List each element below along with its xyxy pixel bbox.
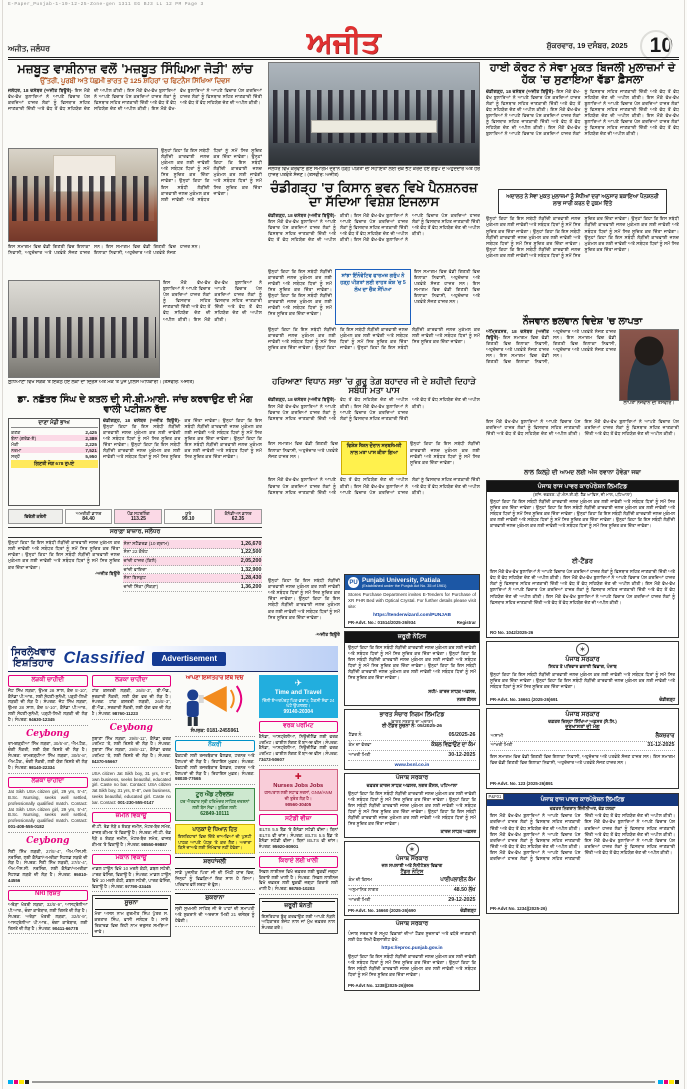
body-text: ਇਸ ਸਮਾਗਮ ਵਿਚ ਵੱਡੀ ਗਿਣਤੀ ਵਿਚ ਇਲਾਕਾ ਨਿਵਾਸੀ, ਅਹੁਦੇਦਾਰ ਅਤੇ ਪਤਵੰਤੇ ਸੱਜਣ ਹਾਜ਼ਰ ਸਨ। ਇਸ ਸਮਾਗਮ ਵਿਚ ਵੱਡੀ ਗਿਣਤੀ ਵਿਚ ਇਲਾਕਾ ਨਿਵਾਸੀ, ਅਹੁਦੇਦਾਰ ਅਤੇ ਪਤਵੰਤੇ ਸੱਜਣ ਹਾਜ਼ਰ ਸਨ। ਇਸ ਸਮਾਗਮ ਵਿਚ ਵੱਡੀ ਗਿਣਤੀ ਵਿਚ ਇਲਾਕਾ ਨਿਵਾਸੀ, ਅਹੁਦੇਦਾਰ ਅਤੇ ਪਤਵੰਤੇ ਸੱਜਣ ਹਾਜ਼ਰ ਸਨ। — [486, 328, 616, 365]
cmyk-marks-left — [8, 1080, 29, 1085]
govt-title: ਪੰਜਾਬ ਸਰਕਾਰ — [565, 656, 600, 664]
ad-category-header: ਲੜਕੀ ਚਾਹੀਦੀ — [8, 675, 88, 687]
court-order-inset-box: ਅਦਾਲਤ ਨੇ ਸੇਵਾ ਮੁਕਤ ਮੁਲਾਜ਼ਮਾਂ ਨੂੰ ਸੋਧੀਆਂ ਦਰਾਂ ਅਨੁਸਾਰ ਬਕਾਇਆ ਪੈਨਸ਼ਨਰੀ ਲਾਭ ਜਾਰੀ ਕਰਨ ਦੇ ਹੁਕਮ ਦਿੱਤੇ — [498, 189, 667, 215]
headline-pensioners: ਚੰਡੀਗੜ੍ਹ 'ਚ ਕਿਸਾਨ ਭਵਨ ਵਿਖੇ ਪੈਨਸ਼ਨਰਜ਼ ਦਾ ਸੱਦਿਆ ਵਿਸ਼ੇਸ਼ ਇਜਲਾਸ — [270, 181, 478, 211]
ad-category-header: ਲੜਕਾ ਚਾਹੀਦਾ — [8, 777, 88, 789]
tender-table — [487, 731, 678, 752]
office-line: ਦਫ਼ਤਰ ਨਿਗਰਾਨ ਇੰਜੀਨੀਅਰ, ਵੰਡ ਹਲਕਾ — [549, 805, 616, 811]
bsnl-subtitle: (ਭਾਰਤ ਸਰਕਾਰ ਦਾ ਅਦਾਰਾ) — [390, 719, 434, 725]
article-remainder — [268, 578, 340, 642]
classified-ad: ਲੜਕਾ ਚਾਹੀਦਾ ਟਾਂਕ ਕਸ਼ਤਰੀ ਲੜਕੀ, 26/5'-3", ਬੀ.ਐਡ., ਸਰਕਾਰੀ ਨੌਕਰੀ, ਲਈ ਯੋਗ ਵਰ ਦੀ ਲੋੜ ਹੈ। ਸੰਪਰਕ: ਟਾਂਕ ਕਸ਼ਤਰੀ ਲੜਕੀ, 26/5'-3", ਬੀ.ਐਡ., ਸਰਕਾਰੀ ਨੌਕਰੀ, ਲਈ ਯੋਗ ਵਰ ਦੀ ਲੋੜ ਹੈ। ਸੰਪਰਕ: 98760-11223 — [92, 675, 172, 720]
article-body — [8, 540, 120, 602]
phone-number: 73473-50607 — [258, 756, 285, 762]
phone-number: 98780-10203 — [288, 886, 315, 892]
ad-category-header: ਜ਼ਮੀਨ ਵਿਕਾਊ — [92, 812, 172, 824]
health-dept-notice — [486, 641, 679, 705]
ad-category-header: ਸੂਚਨਾ — [95, 898, 169, 910]
notice-body — [487, 497, 678, 557]
body-text: ਉਨ੍ਹਾਂ ਕਿਹਾ ਕਿ ਇਸ ਸਬੰਧੀ ਲੋੜੀਂਦੀ ਕਾਰਵਾਈ ਜਲਦ ਮੁਕੰਮਲ ਕਰ ਲਈ ਜਾਵੇਗੀ ਅਤੇ ਸਬੰਧਤ ਧਿਰਾਂ ਨੂੰ ਸਮੇਂ ਸਿਰ ਸੂਚਿਤ ਕਰ ਦਿੱਤਾ ਜਾਵੇਗਾ। ਉਨ੍ਹਾਂ ਕਿਹਾ ਕਿ ਇਸ ਸਬੰਧੀ ਲੋੜੀਂਦੀ ਕਾਰਵਾਈ ਜਲਦ ਮੁਕੰਮਲ ਕਰ ਲਈ ਜਾਵੇਗੀ ਅਤੇ ਸਬੰਧਤ ਧਿਰਾਂ ਨੂੰ ਸਮੇਂ ਸਿਰ ਸੂਚਿਤ ਕਰ ਦਿੱਤਾ ਜਾਵੇਗਾ। ਉਨ੍ਹਾਂ ਕਿਹਾ ਕਿ ਇਸ ਸਬੰਧੀ ਲੋੜੀਂਦੀ ਕਾਰਵਾਈ ਜਲਦ ਮੁਕੰਮਲ ਕਰ ਲਈ ਜਾਵੇਗੀ ਅਤੇ ਸਬੰਧਤ ਧਿਰਾਂ ਨੂੰ ਸਮੇਂ ਸਿਰ ਸੂਚਿਤ ਕਰ ਦਿੱਤਾ ਜਾਵੇਗਾ। ਉਨ੍ਹਾਂ ਕਿਹਾ ਕਿ ਇਸ ਸਬੰਧੀ ਲੋੜੀਂਦੀ ਕਾਰਵਾਈ ਜਲਦ ਮੁਕੰਮਲ ਕਰ ਲਈ ਜਾਵੇਗੀ ਅਤੇ ਸਬੰਧਤ ਧਿਰਾਂ ਨੂੰ ਸਮੇਂ ਸਿਰ ਸੂਚਿਤ ਕਰ ਦਿੱਤਾ ਜਾਵੇਗਾ। ਉਨ੍ਹਾਂ ਕਿਹਾ ਕਿ ਇਸ ਸਬੰਧੀ ਲੋੜੀਂਦੀ ਕਾਰਵਾਈ ਜਲਦ ਮੁਕੰਮਲ ਕਰ ਲਈ ਜਾਵੇਗੀ ਅਤੇ ਸਬੰਧਤ ਧਿਰਾਂ ਨੂੰ ਸਮੇਂ ਸਿਰ ਸੂਚਿਤ ਕਰ ਦਿੱਤਾ ਜਾਵੇਗਾ। — [486, 216, 679, 258]
body-text: ਉਨ੍ਹਾਂ ਕਿਹਾ ਕਿ ਇਸ ਸਬੰਧੀ ਲੋੜੀਂਦੀ ਕਾਰਵਾਈ ਜਲਦ ਮੁਕੰਮਲ ਕਰ ਲਈ ਜਾਵੇਗੀ ਅਤੇ ਸਬੰਧਤ ਧਿਰਾਂ ਨੂੰ ਸਮੇਂ ਸਿਰ ਸੂਚਿਤ ਕਰ ਦਿੱਤਾ ਜਾਵੇਗਾ। ਉਨ੍ਹਾਂ ਕਿਹਾ ਕਿ ਇਸ ਸਬੰਧੀ ਲੋੜੀਂਦੀ ਕਾਰਵਾਈ ਜਲਦ ਮੁਕੰਮਲ ਕਰ ਲਈ ਜਾਵੇਗੀ ਅਤੇ ਸਬੰਧਤ ਧਿਰਾਂ ਨੂੰ ਸਮੇਂ ਸਿਰ ਸੂਚਿਤ ਕਰ ਦਿੱਤਾ ਜਾਵੇਗਾ। ਉਨ੍ਹਾਂ ਕਿਹਾ ਕਿ ਇਸ ਸਬੰਧੀ ਲੋੜੀਂਦੀ ਕਾਰਵਾਈ ਜਲਦ ਮੁਕੰਮਲ ਕਰ ਲਈ ਜਾਵੇਗੀ ਅਤੇ ਸਬੰਧਤ ਧਿਰਾਂ ਨੂੰ ਸਮੇਂ ਸਿਰ ਸੂਚਿਤ ਕਰ ਦਿੱਤਾ ਜਾਵੇਗਾ। — [348, 790, 476, 826]
article-body — [410, 441, 480, 475]
headline-haryana-assembly: ਹਰਿਆਣਾ ਵਿਧਾਨ ਸਭਾ 'ਚ ਗੁਰੂ ਤੇਗ਼ ਬਹਾਦਰ ਜੀ ਦੇ ਸ਼ਹੀਦੀ ਦਿਹਾੜੇ ਸਬੰਧੀ ਮਤਾ ਪਾਸ — [272, 375, 476, 396]
phone-number: 94630-12345 — [28, 716, 55, 722]
headline-highcourt: ਹਾਈ ਕੋਰਟ ਨੇ ਸੇਵਾ ਮੁਕਤ ਬਿਜਲੀ ਮੁਲਾਜ਼ਮਾਂ ਦੇ ਹੱਕ 'ਚ ਸੁਣਾਇਆ ਵੱਡਾ ਫ਼ੈਸਲਾ — [489, 62, 676, 87]
body-text: ਇਸ ਮੌਕੇ ਵੱਖ-ਵੱਖ ਬੁਲਾਰਿਆਂ ਨੇ ਆਪਣੇ ਵਿਚਾਰ ਪੇਸ਼ ਕਰਦਿਆਂ ਹਾਜ਼ਰ ਲੋਕਾਂ ਨੂੰ ਵਿਸਥਾਰ ਸਹਿਤ ਜਾਣਕਾਰੀ ਦਿੱਤੀ ਅਤੇ ਵੱਧ ਤੋਂ ਵੱਧ ਸਹਿਯੋਗ ਦੇਣ ਦੀ ਅਪੀਲ ਕੀਤੀ। ਇਸ ਮੌਕੇ ਵੱਖ-ਵੱਖ ਬੁਲਾਰਿਆਂ ਨੇ ਆਪਣੇ ਵਿਚਾਰ ਪੇਸ਼ ਕਰਦਿਆਂ ਹਾਜ਼ਰ ਲੋਕਾਂ ਨੂੰ ਵਿਸਥਾਰ ਸਹਿਤ ਜਾਣਕਾਰੀ ਦਿੱਤੀ ਅਤੇ ਵੱਧ ਤੋਂ ਵੱਧ ਸਹਿਯੋਗ ਦੇਣ ਦੀ ਅਪੀਲ ਕੀਤੀ। ਇਸ ਮੌਕੇ ਵੱਖ-ਵੱਖ ਬੁਲਾਰਿਆਂ ਨੇ ਆਪਣੇ ਵਿਚਾਰ ਪੇਸ਼ ਕਰਦਿਆਂ ਹਾਜ਼ਰ ਲੋਕਾਂ ਨੂੰ ਵਿਸਥਾਰ ਸਹਿਤ ਜਾਣਕਾਰੀ ਦਿੱਤੀ ਅਤੇ ਵੱਧ ਤੋਂ ਵੱਧ ਸਹਿਯੋਗ ਦੇਣ ਦੀ ਅਪੀਲ ਕੀਤੀ। — [268, 212, 480, 243]
bullion-row: ਸੋਨਾ ਬਿਸਕੁਟ 1,28,430 — [123, 575, 262, 582]
currency-cell: ਕੈਨੇਡੀਅਨ ਡਾਲਰ 62.35 — [214, 509, 262, 524]
ad-category-header: ਨੌਕਰੀ — [175, 740, 255, 752]
classified-banner — [8, 646, 338, 672]
dateline: ਜਲੰਧਰ, 18 ਦਸੰਬਰ (ਅਜੀਤ ਬਿਊਰੋ)- — [8, 87, 73, 93]
classified-ad-promo — [175, 675, 255, 737]
photo-caption: ਲੁਧਿਆਣਾ ਵਿਖੇ ਸੜਕ 'ਤੇ ਇਕੱਠੇ ਹੋਏ ਲੋਕਾਂ ਦਾ ਦ੍ਰਿਸ਼ ਅਤੇ ਮੌਕੇ 'ਤੇ ਪੁੱਜੇ ਪੁਲਿਸ ਅਧਿਕਾਰੀ। (ਤਸਵੀਰ: ਅਜੀਤ) — [8, 379, 194, 385]
phone-number: 62849-10111 — [200, 810, 230, 817]
notice-heading: ਦਰਖਾਸਤਾਂ ਦੀ ਮੰਗ — [565, 724, 600, 731]
classified-banner-english: Classified — [63, 649, 145, 667]
phone-number: 98140-22334 — [28, 764, 55, 770]
pspcl-registered-office: (ਰਜਿ. ਦਫ਼ਤਰ: ਪੀ.ਐਸ.ਈ.ਬੀ. ਹੈੱਡ ਆਫਿਸ, ਦੀ ਮਾਲ, ਪਟਿਆਲਾ) — [533, 491, 632, 497]
tender-number-line: ਈ-ਟੈਂਡਰ ਸੂਚਨਾ ਨੰ: 05/2025-26 — [381, 724, 443, 730]
phone-number: 90560-30405 — [285, 801, 312, 807]
article-body — [163, 280, 262, 378]
ad-category-header: ਸ਼ਰਧਾਂਜਲੀ — [175, 857, 255, 869]
currency-cell: ਪੌਂਡ ਸਟਰਲਿੰਗ 113.25 — [114, 509, 162, 524]
advt-number: PR-Advt. No. 123 (2025-26)891 — [490, 781, 553, 787]
body-text: ਇਸ ਮੌਕੇ ਵੱਖ-ਵੱਖ ਬੁਲਾਰਿਆਂ ਨੇ ਆਪਣੇ ਵਿਚਾਰ ਪੇਸ਼ ਕਰਦਿਆਂ ਹਾਜ਼ਰ ਲੋਕਾਂ ਨੂੰ ਵਿਸਥਾਰ ਸਹਿਤ ਜਾਣਕਾਰੀ ਦਿੱਤੀ ਅਤੇ ਵੱਧ ਤੋਂ ਵੱਧ ਸਹਿਯੋਗ ਦੇਣ ਦੀ ਅਪੀਲ ਕੀਤੀ। ਇਸ ਮੌਕੇ ਵੱਖ-ਵੱਖ ਬੁਲਾਰਿਆਂ ਨੇ ਆਪਣੇ ਵਿਚਾਰ ਪੇਸ਼ ਕਰਦਿਆਂ ਹਾਜ਼ਰ ਲੋਕਾਂ ਨੂੰ ਵਿਸਥਾਰ ਸਹਿਤ ਜਾਣਕਾਰੀ ਦਿੱਤੀ ਅਤੇ ਵੱਧ ਤੋਂ ਵੱਧ ਸਹਿਯੋਗ ਦੇਣ ਦੀ ਅਪੀਲ ਕੀਤੀ। — [268, 477, 480, 495]
tender-row: ਅਸਾਮੀ ਲੈਕਚਰਾਰ — [490, 732, 675, 742]
article-body — [486, 216, 679, 314]
body-text: ਇਸ ਮੌਕੇ ਵੱਖ-ਵੱਖ ਬੁਲਾਰਿਆਂ ਨੇ ਆਪਣੇ ਵਿਚਾਰ ਪੇਸ਼ ਕਰਦਿਆਂ ਹਾਜ਼ਰ ਲੋਕਾਂ ਨੂੰ ਵਿਸਥਾਰ ਸਹਿਤ ਜਾਣਕਾਰੀ ਦਿੱਤੀ ਅਤੇ ਵੱਧ ਤੋਂ ਵੱਧ ਸਹਿਯੋਗ ਦੇਣ ਦੀ ਅਪੀਲ ਕੀਤੀ। ਇਸ ਮੌਕੇ ਵੱਖ-ਵੱਖ ਬੁਲਾਰਿਆਂ ਨੇ ਆਪਣੇ ਵਿਚਾਰ ਪੇਸ਼ ਕਰਦਿਆਂ ਹਾਜ਼ਰ ਲੋਕਾਂ ਨੂੰ ਵਿਸਥਾਰ ਸਹਿਤ ਜਾਣਕਾਰੀ ਦਿੱਤੀ ਅਤੇ ਵੱਧ ਤੋਂ ਵੱਧ ਸਹਿਯੋਗ ਦੇਣ ਦੀ ਅਪੀਲ ਕੀਤੀ। — [163, 279, 262, 322]
advt-number: PR-Advt. No.: 01514/2025-26/934 — [348, 620, 416, 626]
tender-row: ਆਖਰੀ ਮਿਤੀ 31-12-2025 — [490, 742, 675, 752]
bullion-row: ਸੋਨਾ 22 ਕੈਰੇਟ 1,22,500 — [123, 549, 262, 556]
event-photo — [8, 148, 158, 242]
phone-number: 98030-77665 — [175, 776, 201, 782]
promo-header: ਆਪਣਾ ਇਸ਼ਤਿਹਾਰ ਇੱਥੇ ਦਿਓ — [185, 675, 244, 681]
university-header — [345, 575, 479, 590]
right-column — [486, 62, 679, 1075]
notice-header: ਜ਼ਰੂਰੀ ਨੋਟਿਸ — [345, 632, 479, 643]
advt-number: PR-Advt. No. 16660 (2025-26)690 — [348, 907, 416, 913]
byline: -ਅਜੀਤ ਬਿਊਰੋ — [315, 632, 340, 637]
notice-body — [487, 811, 678, 905]
article-body — [268, 397, 480, 439]
subheadline-fitness: ਉੱਤਰੀ, ਪੂਰਬੀ ਅਤੇ ਪੱਛਮੀ ਭਾਰਤ ਦੇ 125 ਸ਼ਹਿਰਾਂ 'ਚ ਫਿਟਨੈਸ ਸਿੱਖਿਆ ਦਿਵਸ — [40, 77, 230, 85]
dateline: ਚੰਡੀਗੜ੍ਹ, 18 ਦਸੰਬਰ (ਅਜੀਤ ਬਿਊਰੋ)- — [486, 88, 555, 94]
classified-ad: USA citizen Jat Sikh boy, 31 yrs, 5'-8", own business, seeks beautiful, educated girl. Caste no bar. Contact: USA citizen Jat Sikh boy, 31 yrs, 5'-8", own business, seeks beautiful, educated girl. Caste no bar. Contact: 001-230-555-0147 — [92, 771, 172, 809]
bsnl-title: ਭਾਰਤ ਸੰਚਾਰ ਨਿਗਮ ਲਿਮਟਿਡ — [379, 711, 445, 718]
ad-title: ਪਾਠਕਾਂ ਦੇ ਧਿਆਨ ਹਿਤ — [192, 826, 238, 833]
phone-number: 97790-33445 — [125, 883, 151, 889]
notice-body — [487, 752, 678, 780]
state-emblem-icon: ✶ — [576, 643, 589, 656]
classified-section — [8, 646, 338, 1075]
university-logo: PU — [348, 577, 359, 588]
tender-table — [345, 875, 479, 906]
ad-title: Time and Travel — [274, 689, 322, 697]
education-dept-notice — [486, 708, 679, 789]
govt-dept-line: ਸਿਹਤ ਤੇ ਪਰਿਵਾਰ ਭਲਾਈ ਵਿਭਾਗ, ਪੰਜਾਬ — [548, 664, 617, 670]
classified-ad: Ceybong ਲੁਬਾਣਾ ਸਿੱਖ ਲੜਕਾ, 29/5'-11", ਕੈਨੇਡਾ ਵਰਕ ਪਰਮਿਟ 'ਤੇ, ਲਈ ਰਿਸ਼ਤੇ ਦੀ ਲੋੜ ਹੈ। ਸੰਪਰਕ: ਲੁਬਾਣਾ ਸਿੱਖ ਲੜਕਾ, 29/5'-11", ਕੈਨੇਡਾ ਵਰਕ ਪਰਮਿਟ 'ਤੇ, ਲਈ ਰਿਸ਼ਤੇ ਦੀ ਲੋੜ ਹੈ। ਸੰਪਰਕ: 84370-55667 — [92, 723, 172, 768]
classified-banner-advertisement: Advertisement — [152, 652, 226, 666]
color-registration-marks — [8, 1079, 679, 1085]
article-body — [486, 329, 616, 419]
signatory: ਕਾਰਜ ਸਾਧਕ ਅਫ਼ਸਰ — [440, 828, 476, 834]
phone-number: 95920-80901 — [272, 844, 299, 850]
bold-note-line: ਲਾਲ ਕਿਲ੍ਹੇ ਦੀ ਆਮਦ ਲਈ ਅੱਜ ਰਵਾਨਾ ਹੋਵੇਗਾ ਜਥਾ — [524, 468, 641, 476]
body-text: ਇਸ ਸਮਾਗਮ ਵਿਚ ਵੱਡੀ ਗਿਣਤੀ ਵਿਚ ਇਲਾਕਾ ਨਿਵਾਸੀ, ਅਹੁਦੇਦਾਰ ਅਤੇ ਪਤਵੰਤੇ ਸੱਜਣ ਹਾਜ਼ਰ ਸਨ। ਇਸ ਸਮਾਗਮ ਵਿਚ ਵੱਡੀ ਗਿਣਤੀ ਵਿਚ ਇਲਾਕਾ ਨਿਵਾਸੀ, ਅਹੁਦੇਦਾਰ ਅਤੇ ਪਤਵੰਤੇ ਸੱਜਣ ਹਾਜ਼ਰ ਸਨ। — [490, 754, 675, 766]
ad-title: Nurses Jobs Jobs — [273, 782, 324, 789]
ad-category-header: ਸ਼ੁਕਰਾਨਾ — [175, 893, 255, 905]
rates-row: ਝੋਨਾ (ਗਰੇਡ-ਏ) 2,389 — [11, 435, 97, 441]
ad-title: ਟੂਰ ਐਂਡ ਟਰੈਵਲਜ਼ — [195, 791, 234, 798]
phone-number: 98550-99887 — [141, 841, 168, 847]
dateline: ਚੰਡੀਗੜ੍ਹ, 18 ਦਸੰਬਰ (ਅਜੀਤ ਬਿਊਰੋ)- — [268, 397, 336, 403]
headline-missing-youth: ਨੌਜਵਾਨ ਭਲਵਾਨ ਵਿਦੇਸ਼ 'ਚ ਲਾਪਤਾ — [522, 316, 643, 328]
page-edge-line — [2, 0, 3, 1089]
govt-office-line: ਦਫ਼ਤਰ ਕਾਰਜ ਸਾਧਕ ਅਫ਼ਸਰ, ਨਗਰ ਕੌਂਸਲ, ਪਟਿਆਲਾ — [366, 782, 458, 788]
classified-ad: ਕਿਰਾਏ ਲਈ ਖਾਲੀ ਸਿਵਲ ਲਾਈਨਜ਼ ਵਿਖੇ ਦਫ਼ਤਰ ਲਈ ਢੁਕਵੀਂ ਜਗ੍ਹਾ ਕਿਰਾਏ ਲਈ ਖਾਲੀ ਹੈ। ਸੰਪਰਕ: ਸਿਵਲ ਲਾਈਨਜ਼ ਵਿਖੇ ਦਫ਼ਤਰ ਲਈ ਢੁਕਵੀਂ ਜਗ੍ਹਾ ਕਿਰਾਏ ਲਈ ਖਾਲੀ ਹੈ। ਸੰਪਰਕ: 98780-10203 — [259, 856, 339, 895]
place-label: ਚੰਡੀਗੜ੍ਹ — [460, 907, 476, 913]
body-text: ਉਨ੍ਹਾਂ ਕਿਹਾ ਕਿ ਇਸ ਸਬੰਧੀ ਲੋੜੀਂਦੀ ਕਾਰਵਾਈ ਜਲਦ ਮੁਕੰਮਲ ਕਰ ਲਈ ਜਾਵੇਗੀ ਅਤੇ ਸਬੰਧਤ ਧਿਰਾਂ ਨੂੰ ਸਮੇਂ ਸਿਰ ਸੂਚਿਤ ਕਰ ਦਿੱਤਾ ਜਾਵੇਗਾ। ਉਨ੍ਹਾਂ ਕਿਹਾ ਕਿ ਇਸ ਸਬੰਧੀ ਲੋੜੀਂਦੀ ਕਾਰਵਾਈ ਜਲਦ ਮੁਕੰਮਲ ਕਰ ਲਈ ਜਾਵੇਗੀ ਅਤੇ ਸਬੰਧਤ ਧਿਰਾਂ ਨੂੰ ਸਮੇਂ ਸਿਰ ਸੂਚਿਤ ਕਰ ਦਿੱਤਾ ਜਾਵੇਗਾ। — [268, 578, 340, 620]
article-body — [486, 89, 679, 187]
rates-row: ਕਣਕ 2,425 — [11, 429, 97, 435]
body-text: ਇਸ ਸਮਾਗਮ ਵਿਚ ਵੱਡੀ ਗਿਣਤੀ ਵਿਚ ਇਲਾਕਾ ਨਿਵਾਸੀ, ਅਹੁਦੇਦਾਰ ਅਤੇ ਪਤਵੰਤੇ ਸੱਜਣ ਹਾਜ਼ਰ ਸਨ। ਇਸ ਸਮਾਗਮ ਵਿਚ ਵੱਡੀ ਗਿਣਤੀ ਵਿਚ ਇਲਾਕਾ ਨਿਵਾਸੀ, ਅਹੁਦੇਦਾਰ ਅਤੇ ਪਤਵੰਤੇ ਸੱਜਣ ਹਾਜ਼ਰ ਸਨ। — [8, 243, 201, 255]
plane-icon: ✈ — [294, 677, 303, 688]
classified-ad: ਸਟੱਡੀ ਵੀਜ਼ਾ IELTS 5.5 ਬੈਂਡ 'ਤੇ ਕੈਨੇਡਾ ਸਟੱਡੀ ਵੀਜ਼ਾ। ਬਿਨਾਂ IELTS ਵੀ ਚਾਂਸ। ਸੰਪਰਕ: IELTS 5.5 ਬੈਂਡ 'ਤੇ ਕੈਨੇਡਾ ਸਟੱਡੀ ਵੀਜ਼ਾ। ਬਿਨਾਂ IELTS ਵੀ ਚਾਂਸ। ਸੰਪਰਕ: 95920-80901 — [259, 814, 339, 853]
classified-column — [175, 675, 255, 1071]
water-supply-tender-notice — [344, 841, 480, 916]
dateline: ਅੰਮ੍ਰਿਤਸਰ, 18 ਦਸੰਬਰ (ਅਜੀਤ ਬਿਊਰੋ)- — [486, 328, 549, 340]
page-edge-line — [684, 0, 685, 1089]
rates-row: ਮੱਕੀ 2,225 — [11, 441, 97, 447]
headline-launch-article: ਮਜ਼ਬੂਤ ਵਾਸ਼ੀਨਾਜ਼ ਵਲੋਂ 'ਮਜ਼ਬੂਤ ਸਿੰਘਿਆ ਜੋੜੀ' ਲਾਂਚ — [17, 62, 253, 76]
tender-row: ਆਖਰੀ ਮਿਤੀ 29-12-2025 — [348, 896, 476, 906]
body-text: ਉਨ੍ਹਾਂ ਕਿਹਾ ਕਿ ਇਸ ਸਬੰਧੀ ਲੋੜੀਂਦੀ ਕਾਰਵਾਈ ਜਲਦ ਮੁਕੰਮਲ ਕਰ ਲਈ ਜਾਵੇਗੀ ਅਤੇ ਸਬੰਧਤ ਧਿਰਾਂ ਨੂੰ ਸਮੇਂ ਸਿਰ ਸੂਚਿਤ ਕਰ ਦਿੱਤਾ ਜਾਵੇਗਾ। ਉਨ੍ਹਾਂ ਕਿਹਾ ਕਿ ਇਸ ਸਬੰਧੀ ਲੋੜੀਂਦੀ ਕਾਰਵਾਈ ਜਲਦ ਮੁਕੰਮਲ ਕਰ ਲਈ ਜਾਵੇਗੀ ਅਤੇ ਸਬੰਧਤ ਧਿਰਾਂ ਨੂੰ ਸਮੇਂ ਸਿਰ ਸੂਚਿਤ ਕਰ ਦਿੱਤਾ ਜਾਵੇਗਾ। — [8, 540, 120, 570]
eproc-notice — [344, 919, 480, 991]
body-text: ਉਨ੍ਹਾਂ ਕਿਹਾ ਕਿ ਇਸ ਸਬੰਧੀ ਲੋੜੀਂਦੀ ਕਾਰਵਾਈ ਜਲਦ ਮੁਕੰਮਲ ਕਰ ਲਈ ਜਾਵੇਗੀ ਅਤੇ ਸਬੰਧਤ ਧਿਰਾਂ ਨੂੰ ਸਮੇਂ ਸਿਰ ਸੂਚਿਤ ਕਰ ਦਿੱਤਾ ਜਾਵੇਗਾ। ਉਨ੍ਹਾਂ ਕਿਹਾ ਕਿ ਇਸ ਸਬੰਧੀ ਲੋੜੀਂਦੀ ਕਾਰਵਾਈ ਜਲਦ ਮੁਕੰਮਲ ਕਰ ਲਈ ਜਾਵੇਗੀ ਅਤੇ ਸਬੰਧਤ ਧਿਰਾਂ ਨੂੰ ਸਮੇਂ ਸਿਰ ਸੂਚਿਤ ਕਰ ਦਿੱਤਾ ਜਾਵੇਗਾ। — [490, 672, 675, 690]
body-text: ਉਨ੍ਹਾਂ ਕਿਹਾ ਕਿ ਇਸ ਸਬੰਧੀ ਲੋੜੀਂਦੀ ਕਾਰਵਾਈ ਜਲਦ ਮੁਕੰਮਲ ਕਰ ਲਈ ਜਾਵੇਗੀ ਅਤੇ ਸਬੰਧਤ ਧਿਰਾਂ ਨੂੰ ਸਮੇਂ ਸਿਰ ਸੂਚਿਤ ਕਰ ਦਿੱਤਾ ਜਾਵੇਗਾ। ਉਨ੍ਹਾਂ ਕਿਹਾ ਕਿ ਇਸ ਸਬੰਧੀ ਲੋੜੀਂਦੀ ਕਾਰਵਾਈ ਜਲਦ ਮੁਕੰਮਲ ਕਰ ਲਈ ਜਾਵੇਗੀ ਅਤੇ ਸਬੰਧਤ ਧਿਰਾਂ ਨੂੰ ਸਮੇਂ ਸਿਰ ਸੂਚਿਤ ਕਰ ਦਿੱਤਾ ਜਾਵੇਗਾ। — [268, 268, 332, 317]
resolution-highlight-box: ਵਿਸ਼ੇਸ਼ ਸੈਸ਼ਨ ਦੌਰਾਨ ਸਰਬਸੰਮਤੀ ਨਾਲ ਮਤਾ ਪਾਸ ਕੀਤਾ ਗਿਆ — [341, 441, 407, 475]
notice-body: Stores Purchase Department invites E-Tenders for Purchase of XR PHR Bed with Optical Crystal. For further details please visit site: — [348, 592, 476, 610]
dateline: ਚੰਡੀਗੜ੍ਹ, 18 ਦਸੰਬਰ (ਅਜੀਤ ਬਿਊਰੋ)- — [103, 417, 181, 423]
classified-ad: ਨੌਕਰੀ ਫੈਕਟਰੀ ਲਈ ਤਜਰਬੇਕਾਰ ਵੈਲਡਰ, ਟਰਨਰ ਅਤੇ ਹੈਲਪਰਾਂ ਦੀ ਲੋੜ ਹੈ। ਰਿਹਾਇਸ਼ ਮੁਫ਼ਤ। ਸੰਪਰਕ: ਫੈਕਟਰੀ ਲਈ ਤਜਰਬੇਕਾਰ ਵੈਲਡਰ, ਟਰਨਰ ਅਤੇ ਹੈਲਪਰਾਂ ਦੀ ਲੋੜ ਹੈ। ਰਿਹਾਇਸ਼ ਮੁਫ਼ਤ। ਸੰਪਰਕ: 98030-77665 — [175, 740, 255, 785]
notices-column — [344, 574, 480, 1075]
body-text: ਇਸ ਸਮਾਗਮ ਵਿਚ ਵੱਡੀ ਗਿਣਤੀ ਵਿਚ ਇਲਾਕਾ ਨਿਵਾਸੀ, ਅਹੁਦੇਦਾਰ ਅਤੇ ਪਤਵੰਤੇ ਸੱਜਣ ਹਾਜ਼ਰ ਸਨ। ਇਸ ਸਮਾਗਮ ਵਿਚ ਵੱਡੀ ਗਿਣਤੀ ਵਿਚ ਇਲਾਕਾ ਨਿਵਾਸੀ, ਅਹੁਦੇਦਾਰ ਅਤੇ ਪਤਵੰਤੇ ਸੱਜਣ ਹਾਜ਼ਰ ਸਨ। — [414, 268, 480, 305]
govt-title: ਪੰਜਾਬ ਸਰਕਾਰ — [395, 921, 429, 928]
notice-body — [345, 952, 479, 982]
rates-row: ਸਰ੍ਹੋਂ 5,950 — [11, 453, 97, 459]
phone-number: 90411-66778 — [52, 925, 79, 931]
ad-category-header: ਜ਼ਰੂਰੀ ਬੇਨਤੀ — [262, 901, 336, 913]
bsnl-website-link: www.bsnl.co.in — [394, 762, 430, 768]
govt-title: ਪੰਜਾਬ ਸਰਕਾਰ — [395, 855, 429, 862]
ad-category-header: ਮਕਾਨ ਵਿਕਾਊ — [92, 854, 172, 866]
phone-number: 98760-11223 — [112, 710, 138, 716]
rates-title: ਦਾਣਾ ਮੰਡੀ ਭਾਅ — [11, 420, 98, 428]
etender-heading: ਈ-ਟੈਂਡਰ — [572, 558, 593, 566]
university-name: Punjabi University, Patiala — [362, 577, 441, 584]
signatory: ਨਗਰ ਕੌਂਸਲ — [456, 697, 476, 703]
street-photo — [8, 280, 160, 378]
classified-column — [8, 675, 88, 1071]
nurses-jobs-ad: ✚ Nurses Jobs Jobs ਹਸਪਤਾਲ ਲਈ ਸਟਾਫ ਨਰਸਾਂ, GNM/ANM ਦੀ ਤੁਰੰਤ ਲੋੜ ਹੈ। 90560-30405 — [259, 769, 339, 811]
readers-attention-box: ਪਾਠਕਾਂ ਦੇ ਧਿਆਨ ਹਿਤ ਇਸ਼ਤਿਹਾਰਾਂ ਵਿਚ ਦਿੱਤੇ ਦਾਅਵਿਆਂ ਦੀ ਪੁਸ਼ਟੀ ਪਾਠਕ ਆਪਣੇ ਪੱਧਰ 'ਤੇ ਕਰ ਲੈਣ। ਅਦਾਰਾ ਕਿਸੇ ਦਾਅਵੇ ਲਈ ਜ਼ਿੰਮੇਵਾਰ ਨਹੀਂ ਹੋਵੇਗਾ। — [175, 824, 255, 855]
classified-ad: ਮਕਾਨ ਵਿਕਾਊ ਮਾਡਲ ਟਾਊਨ ਵਿਖੇ 10 ਮਰਲੇ ਕੋਠੀ, ਡਬਲ ਸਟੋਰੀ, ਪਾਰਕ ਫੇਸਿੰਗ, ਵਿਕਾਊ ਹੈ। ਸੰਪਰਕ: ਮਾਡਲ ਟਾਊਨ ਵਿਖੇ 10 ਮਰਲੇ ਕੋਠੀ, ਡਬਲ ਸਟੋਰੀ, ਪਾਰਕ ਫੇਸਿੰਗ, ਵਿਕਾਊ ਹੈ। ਸੰਪਰਕ: 97790-33445 — [92, 854, 172, 893]
article-body — [268, 441, 338, 475]
currency-rates-strip — [8, 509, 262, 524]
university-subtitle: (Established under the Punjab Act No. 35 of 1961) — [362, 584, 447, 588]
classified-column — [259, 675, 339, 1071]
travel-ad-cyan: ✈ Time and Travel ਦਿੱਲੀ ਏਅਰਪੋਰਟ ਪਿਕ-ਡਰਾਪ, ਟੈਕਸੀ ਸੇਵਾ 24 ਘੰਟੇ ਉਪਲਬਧ। 99140-20304 — [259, 675, 339, 718]
place-label: ਚੰਡੀਗੜ੍ਹ — [659, 697, 675, 703]
ad-category-header: ਲੜਕਾ ਚਾਹੀਦਾ — [92, 675, 172, 687]
classified-ad-notice: ਸੂਚਨਾ ਮੇਰਾ ਅਸਲ ਨਾਮ ਗੁਰਮੀਤ ਸਿੰਘ ਪੁੱਤਰ ਸ. ਕਰਤਾਰ ਸਿੰਘ, ਵਾਸੀ ਜਲੰਧਰ ਹੈ। ਸਾਰੇ ਰਿਕਾਰਡ ਵਿਚ ਇਹੀ ਨਾਮ ਦਰੁਸਤ ਸਮਝਿਆ ਜਾਵੇ। — [92, 895, 172, 937]
dateline: ਚੰਡੀਗੜ੍ਹ, 18 ਦਸੰਬਰ (ਅਜੀਤ ਬਿਊਰੋ)- — [268, 212, 336, 218]
article-body — [8, 88, 262, 146]
body-text: ਇਸ ਮੌਕੇ ਵੱਖ-ਵੱਖ ਬੁਲਾਰਿਆਂ ਨੇ ਆਪਣੇ ਵਿਚਾਰ ਪੇਸ਼ ਕਰਦਿਆਂ ਹਾਜ਼ਰ ਲੋਕਾਂ ਨੂੰ ਵਿਸਥਾਰ ਸਹਿਤ ਜਾਣਕਾਰੀ ਦਿੱਤੀ ਅਤੇ ਵੱਧ ਤੋਂ ਵੱਧ ਸਹਿਯੋਗ ਦੇਣ ਦੀ ਅਪੀਲ ਕੀਤੀ। ਇਸ ਮੌਕੇ ਵੱਖ-ਵੱਖ ਬੁਲਾਰਿਆਂ ਨੇ ਆਪਣੇ ਵਿਚਾਰ ਪੇਸ਼ ਕਰਦਿਆਂ ਹਾਜ਼ਰ ਲੋਕਾਂ ਨੂੰ ਵਿਸਥਾਰ ਸਹਿਤ ਜਾਣਕਾਰੀ ਦਿੱਤੀ ਅਤੇ ਵੱਧ ਤੋਂ ਵੱਧ ਸਹਿਯੋਗ ਦੇਣ ਦੀ ਅਪੀਲ ਕੀਤੀ। ਇਸ ਮੌਕੇ ਵੱਖ-ਵੱਖ ਬੁਲਾਰਿਆਂ ਨੇ ਆਪਣੇ ਵਿਚਾਰ ਪੇਸ਼ ਕਰਦਿਆਂ ਹਾਜ਼ਰ ਲੋਕਾਂ ਨੂੰ ਵਿਸਥਾਰ ਸਹਿਤ ਜਾਣਕਾਰੀ ਦਿੱਤੀ ਅਤੇ ਵੱਧ ਤੋਂ ਵੱਧ ਸਹਿਯੋਗ ਦੇਣ ਦੀ ਅਪੀਲ ਕੀਤੀ। ਇਸ ਮੌਕੇ ਵੱਖ-ਵੱਖ ਬੁਲਾਰਿਆਂ ਨੇ ਆਪਣੇ ਵਿਚਾਰ ਪੇਸ਼ ਕਰਦਿਆਂ ਹਾਜ਼ਰ ਲੋਕਾਂ ਨੂੰ ਵਿਸਥਾਰ ਸਹਿਤ ਜਾਣਕਾਰੀ ਦਿੱਤੀ ਅਤੇ ਵੱਧ ਤੋਂ ਵੱਧ ਸਹਿਯੋਗ ਦੇਣ ਦੀ ਅਪੀਲ ਕੀਤੀ। ਇਸ ਮੌਕੇ ਵੱਖ-ਵੱਖ ਬੁਲਾਰਿਆਂ ਨੇ ਆਪਣੇ ਵਿਚਾਰ ਪੇਸ਼ ਕਰਦਿਆਂ ਹਾਜ਼ਰ ਲੋਕਾਂ ਨੂੰ ਵਿਸਥਾਰ ਸਹਿਤ ਜਾਣਕਾਰੀ ਦਿੱਤੀ ਅਤੇ ਵੱਧ ਤੋਂ ਵੱਧ ਸਹਿਯੋਗ ਦੇਣ ਦੀ ਅਪੀਲ ਕੀਤੀ। — [486, 88, 679, 137]
tender-table — [345, 731, 479, 762]
cmyk-marks-right — [658, 1080, 679, 1085]
university-tender-notice — [344, 574, 480, 628]
middle-column — [268, 62, 480, 574]
classified-ad: Ceybong ਸੈਣੀ ਸਿੱਖ ਲੜਕੀ, 27/5'-4", ਐਮ.ਐਸ.ਸੀ. ਨਰਸਿੰਗ, ਲਈ ਕੈਨੇਡਾ/ਅਮਰੀਕਾ ਸੈਟਲਡ ਲੜਕੇ ਦੀ ਲੋੜ ਹੈ। ਸੰਪਰਕ: ਸੈਣੀ ਸਿੱਖ ਲੜਕੀ, 27/5'-4", ਐਮ.ਐਸ.ਸੀ. ਨਰਸਿੰਗ, ਲਈ ਕੈਨੇਡਾ/ਅਮਰੀਕਾ ਸੈਟਲਡ ਲੜਕੇ ਦੀ ਲੋੜ ਹੈ। ਸੰਪਰਕ: 95010-44556 — [8, 836, 88, 887]
govt-title: ਪੰਜਾਬ ਸਰਕਾਰ — [395, 775, 429, 782]
ad-code-tag: P&F01 — [486, 793, 504, 800]
body-text: ਉਨ੍ਹਾਂ ਕਿਹਾ ਕਿ ਇਸ ਸਬੰਧੀ ਲੋੜੀਂਦੀ ਕਾਰਵਾਈ ਜਲਦ ਮੁਕੰਮਲ ਕਰ ਲਈ ਜਾਵੇਗੀ ਅਤੇ ਸਬੰਧਤ ਧਿਰਾਂ ਨੂੰ ਸਮੇਂ ਸਿਰ ਸੂਚਿਤ ਕਰ ਦਿੱਤਾ ਜਾਵੇਗਾ। ਉਨ੍ਹਾਂ ਕਿਹਾ ਕਿ ਇਸ ਸਬੰਧੀ ਲੋੜੀਂਦੀ ਕਾਰਵਾਈ ਜਲਦ ਮੁਕੰਮਲ ਕਰ ਲਈ ਜਾਵੇਗੀ ਅਤੇ ਸਬੰਧਤ ਧਿਰਾਂ ਨੂੰ ਸਮੇਂ ਸਿਰ ਸੂਚਿਤ ਕਰ ਦਿੱਤਾ ਜਾਵੇਗਾ। ਉਨ੍ਹਾਂ ਕਿਹਾ ਕਿ ਇਸ ਸਬੰਧੀ ਲੋੜੀਂਦੀ ਕਾਰਵਾਈ ਜਲਦ ਮੁਕੰਮਲ ਕਰ ਲਈ ਜਾਵੇਗੀ ਅਤੇ ਸਬੰਧਤ ਧਿਰਾਂ ਨੂੰ ਸਮੇਂ ਸਿਰ ਸੂਚਿਤ ਕਰ ਦਿੱਤਾ ਜਾਵੇਗਾ। — [268, 326, 480, 350]
article-body — [268, 213, 480, 267]
notice-body — [345, 789, 479, 829]
pspcl-header: ਪੰਜਾਬ ਰਾਜ ਪਾਵਰ ਕਾਰਪੋਰੇਸ਼ਨ ਲਿਮਟਿਡ — [487, 794, 678, 806]
notice-body — [487, 567, 678, 629]
classified-ad: ਜ਼ਮੀਨ ਵਿਕਾਊ ਜੀ.ਟੀ. ਰੋਡ ਨੇੜੇ 8 ਏਕੜ ਜ਼ਮੀਨ, ਮੋਟਰ-ਬੋਰ ਸਮੇਤ, ਵਾਜਬ ਕੀਮਤ 'ਤੇ ਵਿਕਾਊ ਹੈ। ਸੰਪਰਕ: ਜੀ.ਟੀ. ਰੋਡ ਨੇੜੇ 8 ਏਕੜ ਜ਼ਮੀਨ, ਮੋਟਰ-ਬੋਰ ਸਮੇਤ, ਵਾਜਬ ਕੀਮਤ 'ਤੇ ਵਿਕਾਊ ਹੈ। ਸੰਪਰਕ: 98550-99887 — [92, 812, 172, 851]
currency-cell: ਅਮਰੀਕੀ ਡਾਲਰ 84.40 — [65, 509, 113, 524]
cheque-highlight-box: ਸਾਂਝਾ ਇੰਨੋਵੇਟਿਵ ਫਾਰਮਜ਼ ਗਰੁੱਪ ਨੇ ਹੜ੍ਹ ਪੀੜਤਾਂ ਲਈ ਰਾਹਤ ਕੋਸ਼ 'ਚ 5 ਲੱਖ ਦਾ ਚੈੱਕ ਸੌਂਪਿਆ — [335, 269, 411, 325]
article-body — [103, 418, 262, 506]
body-text: ਇਸ ਮੌਕੇ ਵੱਖ-ਵੱਖ ਬੁਲਾਰਿਆਂ ਨੇ ਆਪਣੇ ਵਿਚਾਰ ਪੇਸ਼ ਕਰਦਿਆਂ ਹਾਜ਼ਰ ਲੋਕਾਂ ਨੂੰ ਵਿਸਥਾਰ ਸਹਿਤ ਜਾਣਕਾਰੀ ਦਿੱਤੀ ਅਤੇ ਵੱਧ ਤੋਂ ਵੱਧ ਸਹਿਯੋਗ ਦੇਣ ਦੀ ਅਪੀਲ ਕੀਤੀ। ਇਸ ਮੌਕੇ ਵੱਖ-ਵੱਖ ਬੁਲਾਰਿਆਂ ਨੇ ਆਪਣੇ ਵਿਚਾਰ ਪੇਸ਼ ਕਰਦਿਆਂ ਹਾਜ਼ਰ ਲੋਕਾਂ ਨੂੰ ਵਿਸਥਾਰ ਸਹਿਤ ਜਾਣਕਾਰੀ ਦਿੱਤੀ ਅਤੇ ਵੱਧ ਤੋਂ ਵੱਧ ਸਹਿਯੋਗ ਦੇਣ ਦੀ ਅਪੀਲ ਕੀਤੀ। — [486, 418, 679, 436]
tender-row: ਆਖਰੀ ਮਿਤੀ 30-12-2025 — [348, 751, 476, 761]
photo-caption: ਜਲੰਧਰ ਵਿਖੇ ਕਰਵਾਏ ਗਏ ਸਮਾਗਮ ਦੌਰਾਨ ਹੜ੍ਹ ਪੀੜਤਾਂ ਦੀ ਸਹਾਇਤਾ ਲਈ ਚੈੱਕ ਭੇਟ ਕਰਦੇ ਹੋਏ ਗਰੁੱਪ ਦੇ ਅਹੁਦੇਦਾਰ ਅਤੇ ਹੋਰ ਹਾਜ਼ਰ ਪਤਵੰਤੇ ਸੱਜਣ। (ਤਸਵੀਰ: ਅਜੀਤ) — [268, 167, 480, 178]
article-body — [268, 477, 480, 523]
classified-banner-punjabi-1: ਸਿਰਲੇਖਵਾਰ — [11, 647, 56, 658]
phone-number: 84370-55667 — [91, 758, 118, 764]
notice-body — [487, 670, 678, 696]
body-text: ਉਨ੍ਹਾਂ ਕਿਹਾ ਕਿ ਇਸ ਸਬੰਧੀ ਲੋੜੀਂਦੀ ਕਾਰਵਾਈ ਜਲਦ ਮੁਕੰਮਲ ਕਰ ਲਈ ਜਾਵੇਗੀ ਅਤੇ ਸਬੰਧਤ ਧਿਰਾਂ ਨੂੰ ਸਮੇਂ ਸਿਰ ਸੂਚਿਤ ਕਰ ਦਿੱਤਾ ਜਾਵੇਗਾ। ਉਨ੍ਹਾਂ ਕਿਹਾ ਕਿ ਇਸ ਸਬੰਧੀ ਲੋੜੀਂਦੀ ਕਾਰਵਾਈ ਜਲਦ ਮੁਕੰਮਲ ਕਰ ਲਈ ਜਾਵੇਗੀ ਅਤੇ ਸਬੰਧਤ ਧਿਰਾਂ ਨੂੰ ਸਮੇਂ ਸਿਰ ਸੂਚਿਤ ਕਰ ਦਿੱਤਾ ਜਾਵੇਗਾ। ਉਨ੍ਹਾਂ ਕਿਹਾ ਕਿ ਇਸ ਸਬੰਧੀ ਲੋੜੀਂਦੀ ਕਾਰਵਾਈ ਜਲਦ ਮੁਕੰਮਲ ਕਰ ਲਈ ਜਾਵੇਗੀ ਅਤੇ ਸਬੰਧਤ ਧਿਰਾਂ ਨੂੰ ਸਮੇਂ ਸਿਰ ਸੂਚਿਤ ਕਰ ਦਿੱਤਾ ਜਾਵੇਗਾ। ਉਨ੍ਹਾਂ ਕਿਹਾ ਕਿ ਇਸ ਸਬੰਧੀ ਲੋੜੀਂਦੀ ਕਾਰਵਾਈ ਜਲਦ ਮੁਕੰਮਲ ਕਰ ਲਈ ਜਾਵੇਗੀ ਅਤੇ ਸਬੰਧਤ ਧਿਰਾਂ ਨੂੰ ਸਮੇਂ ਸਿਰ ਸੂਚਿਤ ਕਰ ਦਿੱਤਾ ਜਾਵੇਗਾ। — [103, 417, 262, 460]
market-rates-table — [8, 418, 100, 506]
pspcl-tender-notice — [486, 480, 679, 639]
ad-category-header: ਸਟੱਡੀ ਵੀਜ਼ਾ — [259, 814, 339, 826]
advt-number: PR-Advt No. 1238|(2025-26)|906 — [348, 982, 414, 988]
medical-cross-icon: ✚ — [294, 772, 302, 782]
body-text: ਇਸ ਮੌਕੇ ਵੱਖ-ਵੱਖ ਬੁਲਾਰਿਆਂ ਨੇ ਆਪਣੇ ਵਿਚਾਰ ਪੇਸ਼ ਕਰਦਿਆਂ ਹਾਜ਼ਰ ਲੋਕਾਂ ਨੂੰ ਵਿਸਥਾਰ ਸਹਿਤ ਜਾਣਕਾਰੀ ਦਿੱਤੀ ਅਤੇ ਵੱਧ ਤੋਂ ਵੱਧ ਸਹਿਯੋਗ ਦੇਣ ਦੀ ਅਪੀਲ ਕੀਤੀ। ਇਸ ਮੌਕੇ ਵੱਖ-ਵੱਖ ਬੁਲਾਰਿਆਂ ਨੇ ਆਪਣੇ ਵਿਚਾਰ ਪੇਸ਼ ਕਰਦਿਆਂ ਹਾਜ਼ਰ ਲੋਕਾਂ ਨੂੰ ਵਿਸਥਾਰ ਸਹਿਤ ਜਾਣਕਾਰੀ ਦਿੱਤੀ ਅਤੇ ਵੱਧ ਤੋਂ ਵੱਧ ਸਹਿਯੋਗ ਦੇਣ ਦੀ ਅਪੀਲ ਕੀਤੀ। ਇਸ ਮੌਕੇ ਵੱਖ-ਵੱਖ ਬੁਲਾਰਿਆਂ ਨੇ ਆਪਣੇ ਵਿਚਾਰ ਪੇਸ਼ ਕਰਦਿਆਂ ਹਾਜ਼ਰ ਲੋਕਾਂ ਨੂੰ ਵਿਸਥਾਰ ਸਹਿਤ ਜਾਣਕਾਰੀ ਦਿੱਤੀ ਅਤੇ ਵੱਧ ਤੋਂ ਵੱਧ ਸਹਿਯੋਗ ਦੇਣ ਦੀ ਅਪੀਲ ਕੀਤੀ। ਇਸ ਮੌਕੇ ਵੱਖ-ਵੱਖ ਬੁਲਾਰਿਆਂ ਨੇ ਆਪਣੇ ਵਿਚਾਰ ਪੇਸ਼ ਕਰਦਿਆਂ ਹਾਜ਼ਰ ਲੋਕਾਂ ਨੂੰ ਵਿਸਥਾਰ ਸਹਿਤ ਜਾਣਕਾਰੀ ਦਿੱਤੀ ਅਤੇ ਵੱਧ ਤੋਂ ਵੱਧ ਸਹਿਯੋਗ ਦੇਣ ਦੀ ਅਪੀਲ ਕੀਤੀ। ਇਸ ਮੌਕੇ ਵੱਖ-ਵੱਖ ਬੁਲਾਰਿਆਂ ਨੇ ਆਪਣੇ ਵਿਚਾਰ ਪੇਸ਼ ਕਰਦਿਆਂ ਹਾਜ਼ਰ ਲੋਕਾਂ ਨੂੰ ਵਿਸਥਾਰ ਸਹਿਤ ਜਾਣਕਾਰੀ ਦਿੱਤੀ ਅਤੇ ਵੱਧ ਤੋਂ ਵੱਧ ਸਹਿਯੋਗ ਦੇਣ ਦੀ ਅਪੀਲ ਕੀਤੀ। — [490, 813, 675, 861]
phone-number: 95010-44556 — [8, 872, 88, 883]
bullion-row: ਚਾਂਦੀ ਵਾਇਦਾ 1,32,900 — [123, 566, 262, 573]
classified-ad: ਸ਼ੁਕਰਾਨਾ ਸ੍ਰੀ ਸੁਖਮਨੀ ਸਾਹਿਬ ਜੀ ਦੇ ਪਾਠਾਂ ਦੀ ਸਮਾਪਤੀ ਅਤੇ ਸ਼ੁਕਰਾਨੇ ਦੀ ਅਰਦਾਸ ਮਿਤੀ 21 ਦਸੰਬਰ ਨੂੰ ਹੋਵੇਗੀ। — [175, 893, 255, 926]
masthead-logo: ਅਜੀਤ — [306, 26, 381, 59]
ad-category-header: ਕਿਰਾਏ ਲਈ ਖਾਲੀ — [259, 856, 339, 868]
headline-petition-article: ਡਾ. ਨਛੱਤਰ ਸਿੰਘ ਦੇ ਕਤਲ ਦੀ ਸੀ.ਬੀ.ਆਈ. ਜਾਂਚ ਕਰਵਾਉਣ ਦੀ ਮੰਗ ਵਾਲੀ ਪਟੀਸ਼ਨ ਰੱਦ — [17, 393, 253, 416]
govt-title: ਪੰਜਾਬ ਸਰਕਾਰ — [565, 710, 600, 718]
byline: -ਅਜੀਤ ਬਿਊਰੋ — [94, 570, 120, 576]
body-text: ਉਨ੍ਹਾਂ ਕਿਹਾ ਕਿ ਇਸ ਸਬੰਧੀ ਲੋੜੀਂਦੀ ਕਾਰਵਾਈ ਜਲਦ ਮੁਕੰਮਲ ਕਰ ਲਈ ਜਾਵੇਗੀ ਅਤੇ ਸਬੰਧਤ ਧਿਰਾਂ ਨੂੰ ਸਮੇਂ ਸਿਰ ਸੂਚਿਤ ਕਰ ਦਿੱਤਾ ਜਾਵੇਗਾ। — [410, 441, 480, 465]
currency-cell: ਯੂਰੋ 99.10 — [164, 509, 212, 524]
tender-row: ਟੈਂਡਰ ਨੰ. 05/2025-26 — [348, 732, 476, 742]
classified-banner-punjabi-2: ਇਸ਼ਤਿਹਾਰ — [13, 657, 54, 669]
notice-heading: ਟੈਂਡਰ ਨੋਟਿਸ — [400, 868, 424, 875]
phone-number: ਸੰਪਰਕ: 0181-2455961 — [190, 728, 239, 735]
body-text: ਉਨ੍ਹਾਂ ਕਿਹਾ ਕਿ ਇਸ ਸਬੰਧੀ ਲੋੜੀਂਦੀ ਕਾਰਵਾਈ ਜਲਦ ਮੁਕੰਮਲ ਕਰ ਲਈ ਜਾਵੇਗੀ ਅਤੇ ਸਬੰਧਤ ਧਿਰਾਂ ਨੂੰ ਸਮੇਂ ਸਿਰ ਸੂਚਿਤ ਕਰ ਦਿੱਤਾ ਜਾਵੇਗਾ। ਉਨ੍ਹਾਂ ਕਿਹਾ ਕਿ ਇਸ ਸਬੰਧੀ ਲੋੜੀਂਦੀ ਕਾਰਵਾਈ ਜਲਦ ਮੁਕੰਮਲ ਕਰ ਲਈ ਜਾਵੇਗੀ ਅਤੇ ਸਬੰਧਤ ਧਿਰਾਂ ਨੂੰ ਸਮੇਂ ਸਿਰ ਸੂਚਿਤ ਕਰ ਦਿੱਤਾ ਜਾਵੇਗਾ। — [348, 953, 476, 977]
notice-body: ਪੰਜਾਬ ਸਰਕਾਰ ਦੇ ਸਮੂਹ ਵਿਭਾਗਾਂ ਦੀਆਂ ਟੈਂਡਰ ਸੂਚਨਾਵਾਂ ਅਤੇ ਵਧੇਰੇ ਜਾਣਕਾਰੀ ਲਈ ਹੇਠ ਲਿਖੀ ਵੈੱਬਸਾਈਟ ਵੇਖੋ: — [348, 930, 476, 942]
body-text: ਉਨ੍ਹਾਂ ਕਿਹਾ ਕਿ ਇਸ ਸਬੰਧੀ ਲੋੜੀਂਦੀ ਕਾਰਵਾਈ ਜਲਦ ਮੁਕੰਮਲ ਕਰ ਲਈ ਜਾਵੇਗੀ ਅਤੇ ਸਬੰਧਤ ਧਿਰਾਂ ਨੂੰ ਸਮੇਂ ਸਿਰ ਸੂਚਿਤ ਕਰ ਦਿੱਤਾ ਜਾਵੇਗਾ। ਉਨ੍ਹਾਂ ਕਿਹਾ ਕਿ ਇਸ ਸਬੰਧੀ ਲੋੜੀਂਦੀ ਕਾਰਵਾਈ ਜਲਦ ਮੁਕੰਮਲ ਕਰ ਲਈ ਜਾਵੇਗੀ ਅਤੇ ਸਬੰਧਤ ਧਿਰਾਂ ਨੂੰ ਸਮੇਂ ਸਿਰ ਸੂਚਿਤ ਕਰ ਦਿੱਤਾ ਜਾਵੇਗਾ। ਉਨ੍ਹਾਂ ਕਿਹਾ ਕਿ ਇਸ ਸਬੰਧੀ ਲੋੜੀਂਦੀ ਕਾਰਵਾਈ ਜਲਦ ਮੁਕੰਮਲ ਕਰ ਲਈ ਜਾਵੇਗੀ ਅਤੇ ਸਬੰਧਤ ਧਿਰਾਂ ਨੂੰ ਸਮੇਂ ਸਿਰ ਸੂਚਿਤ ਕਰ ਦਿੱਤਾ ਜਾਵੇਗਾ। — [161, 147, 262, 202]
edition-label: ਅਜੀਤ, ਜਲੰਧਰ — [8, 44, 50, 53]
signatory: Registrar — [456, 620, 476, 626]
tender-row: ਅਨੁਮਾਨਿਤ ਲਾਗਤ 48.50 ਲੱਖ — [348, 886, 476, 896]
classified-ad: NRI ਰਿਸ਼ਤੇ ਅਰੋੜਾ ਖੱਤਰੀ ਲੜਕਾ, 32/5'-9", ਆਸਟ੍ਰੇਲੀਆ ਪੀ.ਆਰ., ਚੰਗਾ ਕਾਰੋਬਾਰ, ਲਈ ਰਿਸ਼ਤੇ ਦੀ ਲੋੜ ਹੈ। ਸੰਪਰਕ: ਅਰੋੜਾ ਖੱਤਰੀ ਲੜਕਾ, 32/5'-9", ਆਸਟ੍ਰੇਲੀਆ ਪੀ.ਆਰ., ਚੰਗਾ ਕਾਰੋਬਾਰ, ਲਈ ਰਿਸ਼ਤੇ ਦੀ ਲੋੜ ਹੈ। ਸੰਪਰਕ: 90411-66778 — [8, 890, 88, 935]
advt-number: PR-Advt. No. 16661 (2025-26)691 — [490, 697, 558, 703]
portrait-caption: ਲਾਪਤਾ ਨੌਜਵਾਨ ਦੀ ਤਸਵੀਰ। — [623, 400, 675, 406]
classified-ad: ਸ਼ਰਧਾਂਜਲੀ ਸਾਡੇ ਪੂਜਨੀਕ ਪਿਤਾ ਜੀ ਦੀ ਮਿੱਠੀ ਯਾਦ ਵਿਚ, ਜਿਨ੍ਹਾਂ ਨੂੰ ਵਿਛੜਿਆਂ ਇਕ ਸਾਲ ਹੋ ਗਿਆ। ਪਰਿਵਾਰ ਵਲੋਂ ਸ਼ਰਧਾ ਦੇ ਫੁੱਲ। — [175, 857, 255, 890]
left-column — [8, 62, 262, 644]
masthead — [8, 16, 679, 59]
urgent-notice — [344, 631, 480, 706]
ad-category-header: ਵਰਕ ਪਰਮਿਟ — [259, 721, 339, 733]
body-text: ਇਸ ਮੌਕੇ ਵੱਖ-ਵੱਖ ਬੁਲਾਰਿਆਂ ਨੇ ਆਪਣੇ ਵਿਚਾਰ ਪੇਸ਼ ਕਰਦਿਆਂ ਹਾਜ਼ਰ ਲੋਕਾਂ ਨੂੰ ਵਿਸਥਾਰ ਸਹਿਤ ਜਾਣਕਾਰੀ ਦਿੱਤੀ ਅਤੇ ਵੱਧ ਤੋਂ ਵੱਧ ਸਹਿਯੋਗ ਦੇਣ ਦੀ ਅਪੀਲ ਕੀਤੀ। ਇਸ ਮੌਕੇ ਵੱਖ-ਵੱਖ ਬੁਲਾਰਿਆਂ ਨੇ ਆਪਣੇ ਵਿਚਾਰ ਪੇਸ਼ ਕਰਦਿਆਂ ਹਾਜ਼ਰ ਲੋਕਾਂ ਨੂੰ ਵਿਸਥਾਰ ਸਹਿਤ ਜਾਣਕਾਰੀ ਦਿੱਤੀ ਅਤੇ ਵੱਧ ਤੋਂ ਵੱਧ ਸਹਿਯੋਗ ਦੇਣ ਦੀ ਅਪੀਲ ਕੀਤੀ। ਇਸ ਮੌਕੇ ਵੱਖ-ਵੱਖ ਬੁਲਾਰਿਆਂ ਨੇ ਆਪਣੇ ਵਿਚਾਰ ਪੇਸ਼ ਕਰਦਿਆਂ ਹਾਜ਼ਰ ਲੋਕਾਂ ਨੂੰ ਵਿਸਥਾਰ ਸਹਿਤ ਜਾਣਕਾਰੀ ਦਿੱਤੀ ਅਤੇ ਵੱਧ ਤੋਂ ਵੱਧ ਸਹਿਯੋਗ ਦੇਣ ਦੀ ਅਪੀਲ ਕੀਤੀ। — [8, 87, 262, 112]
missing-youth-portrait — [619, 329, 679, 401]
article-body — [161, 148, 262, 242]
ro-number: RO No. 1042/2025-26 — [490, 630, 534, 636]
ad-category-header: NRI ਰਿਸ਼ਤੇ — [8, 890, 88, 902]
bullion-rates-table — [123, 540, 262, 602]
masthead-rule — [8, 57, 679, 60]
state-emblem-icon: ✶ — [406, 843, 419, 856]
tender-row: ਕੰਮ ਦਾ ਵੇਰਵਾ ਕੇਬਲ ਵਿਛਾਉਣ ਦਾ ਕੰਮ — [348, 741, 476, 751]
bullion-row: ਚਾਂਦੀ ਸਿੱਕਾ (ਸੈਂਕੜਾ) 1,36,200 — [123, 583, 262, 590]
phone-number: 99140-20304 — [283, 708, 313, 715]
article-body — [268, 578, 340, 632]
notice-body — [345, 643, 479, 689]
classified-grid — [8, 675, 338, 1071]
phone-number: 001-230-555-0147 — [117, 799, 154, 805]
pspcl-header: ਪੰਜਾਬ ਰਾਜ ਪਾਵਰ ਕਾਰਪੋਰੇਸ਼ਨ ਲਿਮਟਿਡ — [487, 481, 678, 492]
classified-ad: ਲੜਕੀ ਚਾਹੀਦੀ ਜੱਟ ਸਿੱਖ ਲੜਕਾ, ਉਮਰ 28 ਸਾਲ, ਕੱਦ 5'-10", ਕੈਨੇਡਾ ਪੀ.ਆਰ., ਲਈ ਸੋਹਣੀ-ਸੁਨੱਖੀ, ਪੜ੍ਹੀ-ਲਿਖੀ ਲੜਕੀ ਦੀ ਲੋੜ ਹੈ। ਸੰਪਰਕ: ਜੱਟ ਸਿੱਖ ਲੜਕਾ, ਉਮਰ 28 ਸਾਲ, ਕੱਦ 5'-10", ਕੈਨੇਡਾ ਪੀ.ਆਰ., ਲਈ ਸੋਹਣੀ-ਸੁਨੱਖੀ, ਪੜ੍ਹੀ-ਲਿਖੀ ਲੜਕੀ ਦੀ ਲੋੜ ਹੈ। ਸੰਪਰਕ: 94630-12345 — [8, 675, 88, 726]
group-photo — [268, 62, 480, 166]
body-text: ਇਸ ਸਮਾਗਮ ਵਿਚ ਵੱਡੀ ਗਿਣਤੀ ਵਿਚ ਇਲਾਕਾ ਨਿਵਾਸੀ, ਅਹੁਦੇਦਾਰ ਅਤੇ ਪਤਵੰਤੇ ਸੱਜਣ ਹਾਜ਼ਰ ਸਨ। — [268, 441, 338, 459]
classified-ad: Ceybong ਰਾਮਗੜ੍ਹੀਆ ਸਿੱਖ ਲੜਕਾ, 30/5'-8", ਐਮ.ਟੈਕ., ਚੰਗੀ ਨੌਕਰੀ, ਲਈ ਯੋਗ ਰਿਸ਼ਤੇ ਦੀ ਲੋੜ ਹੈ। ਸੰਪਰਕ: ਰਾਮਗੜ੍ਹੀਆ ਸਿੱਖ ਲੜਕਾ, 30/5'-8", ਐਮ.ਟੈਕ., ਚੰਗੀ ਨੌਕਰੀ, ਲਈ ਯੋਗ ਰਿਸ਼ਤੇ ਦੀ ਲੋੜ ਹੈ। ਸੰਪਰਕ: 98140-22334 — [8, 729, 88, 774]
rates-note: ਗਿਣਤੀ ਜੋੜ 678 ਰੁਪਏ — [11, 460, 98, 468]
govt-office-line: ਦਫ਼ਤਰ ਜ਼ਿਲ੍ਹਾ ਸਿੱਖਿਆ ਅਫ਼ਸਰ (ਸੈ.ਸਿ.) — [548, 718, 617, 724]
bsnl-tender-notice — [344, 709, 480, 770]
megaphone-illustration — [175, 682, 255, 728]
eproc-website-link: https://eproc.punjab.gov.in — [381, 945, 443, 951]
ceybong-brand-logo: Ceybong — [109, 722, 153, 733]
signatory: ਸਹੀ/- ਕਾਰਜ ਸਾਧਕ ਅਫ਼ਸਰ, — [428, 689, 476, 695]
body-text: ਇਸ ਮੌਕੇ ਵੱਖ-ਵੱਖ ਬੁਲਾਰਿਆਂ ਨੇ ਆਪਣੇ ਵਿਚਾਰ ਪੇਸ਼ ਕਰਦਿਆਂ ਹਾਜ਼ਰ ਲੋਕਾਂ ਨੂੰ ਵਿਸਥਾਰ ਸਹਿਤ ਜਾਣਕਾਰੀ ਦਿੱਤੀ ਅਤੇ ਵੱਧ ਤੋਂ ਵੱਧ ਸਹਿਯੋਗ ਦੇਣ ਦੀ ਅਪੀਲ ਕੀਤੀ। ਇਸ ਮੌਕੇ ਵੱਖ-ਵੱਖ ਬੁਲਾਰਿਆਂ ਨੇ ਆਪਣੇ ਵਿਚਾਰ ਪੇਸ਼ ਕਰਦਿਆਂ ਹਾਜ਼ਰ ਲੋਕਾਂ ਨੂੰ ਵਿਸਥਾਰ ਸਹਿਤ ਜਾਣਕਾਰੀ ਦਿੱਤੀ ਅਤੇ ਵੱਧ ਤੋਂ ਵੱਧ ਸਹਿਯੋਗ ਦੇਣ ਦੀ ਅਪੀਲ ਕੀਤੀ। — [268, 397, 480, 421]
page-number: 10 — [644, 35, 679, 56]
govt-dept-line: ਜਲ ਸਪਲਾਈ ਅਤੇ ਸੈਨੀਟੇਸ਼ਨ ਵਿਭਾਗ — [381, 863, 443, 869]
classified-ad-notice: ਜ਼ਰੂਰੀ ਬੇਨਤੀ ਇਸ਼ਤਿਹਾਰ ਬੁੱਕ ਕਰਵਾਉਣ ਲਈ ਆਪਣੇ ਨੇੜਲੇ ਅਧਿਕਾਰਤ ਏਜੰਟ ਨਾਲ ਜਾਂ ਮੁੱਖ ਦਫ਼ਤਰ ਨਾਲ ਸੰਪਰਕ ਕਰੋ। — [259, 898, 339, 934]
classified-column — [92, 675, 172, 1071]
article-body — [486, 419, 679, 467]
advt-number: PR-Advt No. 1234|(2025-26) — [490, 906, 547, 912]
currency-title: ਵਿਦੇਸ਼ੀ ਕਰੰਸੀ — [8, 509, 63, 524]
ceybong-brand-logo: Ceybong — [26, 835, 70, 846]
body-text: ਉਨ੍ਹਾਂ ਕਿਹਾ ਕਿ ਇਸ ਸਬੰਧੀ ਲੋੜੀਂਦੀ ਕਾਰਵਾਈ ਜਲਦ ਮੁਕੰਮਲ ਕਰ ਲਈ ਜਾਵੇਗੀ ਅਤੇ ਸਬੰਧਤ ਧਿਰਾਂ ਨੂੰ ਸਮੇਂ ਸਿਰ ਸੂਚਿਤ ਕਰ ਦਿੱਤਾ ਜਾਵੇਗਾ। ਉਨ੍ਹਾਂ ਕਿਹਾ ਕਿ ਇਸ ਸਬੰਧੀ ਲੋੜੀਂਦੀ ਕਾਰਵਾਈ ਜਲਦ ਮੁਕੰਮਲ ਕਰ ਲਈ ਜਾਵੇਗੀ ਅਤੇ ਸਬੰਧਤ ਧਿਰਾਂ ਨੂੰ ਸਮੇਂ ਸਿਰ ਸੂਚਿਤ ਕਰ ਦਿੱਤਾ ਜਾਵੇਗਾ। ਉਨ੍ਹਾਂ ਕਿਹਾ ਕਿ ਇਸ ਸਬੰਧੀ ਲੋੜੀਂਦੀ ਕਾਰਵਾਈ ਜਲਦ ਮੁਕੰਮਲ ਕਰ ਲਈ ਜਾਵੇਗੀ ਅਤੇ ਸਬੰਧਤ ਧਿਰਾਂ ਨੂੰ ਸਮੇਂ ਸਿਰ ਸੂਚਿਤ ਕਰ ਦਿੱਤਾ ਜਾਵੇਗਾ। ਉਨ੍ਹਾਂ ਕਿਹਾ ਕਿ ਇਸ ਸਬੰਧੀ ਲੋੜੀਂਦੀ ਕਾਰਵਾਈ ਜਲਦ ਮੁਕੰਮਲ ਕਰ ਲਈ ਜਾਵੇਗੀ ਅਤੇ ਸਬੰਧਤ ਧਿਰਾਂ ਨੂੰ ਸਮੇਂ ਸਿਰ ਸੂਚਿਤ ਕਰ ਦਿੱਤਾ ਜਾਵੇਗਾ। — [490, 499, 675, 529]
bullion-row: ਸੋਨਾ ਸਟੈਂਡਰਡ (10 ਗ੍ਰਾਮ) 1,26,670 — [123, 540, 262, 547]
rates-row: ਨਰਮਾ 7,521 — [11, 447, 97, 453]
tender-website-link: https://tenderwizard.com/PUNJAB — [373, 613, 451, 619]
print-info-line: E-Paper_Punjab-1-19-12-25-Zone-gen 1311 EG BJ3 LL 12 PM Page 3 — [8, 2, 204, 7]
article-body — [414, 269, 480, 325]
bullion-title: ਸਰਾਫ਼ਾ ਬਾਜ਼ਾਰ, ਜਲੰਧਰ — [8, 527, 262, 538]
travel-ad-green: ਟੂਰ ਐਂਡ ਟਰੈਵਲਜ਼ ਹਰ ਐਤਵਾਰ ਸ੍ਰੀ ਹਰਿਮੰਦਰ ਸਾਹਿਬ ਦਰਸ਼ਨਾਂ ਲਈ ਬੱਸ ਸੇਵਾ। ਬੁਕਿੰਗ ਲਈ: 62849-10111 — [175, 788, 255, 821]
pspcl-procurement-notice — [486, 793, 679, 914]
municipal-notice — [344, 773, 480, 838]
tender-row: ਕੰਮ ਦੀ ਕਿਸਮ ਪਾਈਪਲਾਈਨ ਕੰਮ — [348, 876, 476, 886]
date-line: ਸ਼ੁੱਕਰਵਾਰ, 19 ਦਸੰਬਰ, 2025 — [546, 41, 628, 50]
bullion-row: ਚਾਂਦੀ ਹਾਜ਼ਰ (ਕਿਲੋ) 2,05,200 — [123, 558, 262, 565]
footer-rule — [32, 1081, 655, 1083]
article-body — [268, 327, 480, 375]
classified-ad: ਵਰਕ ਪਰਮਿਟ ਕੈਨੇਡਾ, ਆਸਟ੍ਰੇਲੀਆ, ਨਿਊਜ਼ੀਲੈਂਡ ਲਈ ਵਰਕ ਪਰਮਿਟ। ਫਾਈਲ ਲੱਗਣ ਤੋਂ ਬਾਅਦ ਫੀਸ। ਸੰਪਰਕ: ਕੈਨੇਡਾ, ਆਸਟ੍ਰੇਲੀਆ, ਨਿਊਜ਼ੀਲੈਂਡ ਲਈ ਵਰਕ ਪਰਮਿਟ। ਫਾਈਲ ਲੱਗਣ ਤੋਂ ਬਾਅਦ ਫੀਸ। ਸੰਪਰਕ: 73473-50607 — [259, 721, 339, 766]
ceybong-brand-logo: Ceybong — [26, 728, 70, 739]
phone-number: 001-408-555-0182 — [8, 824, 45, 830]
article-body — [268, 269, 332, 325]
body-text: ਉਨ੍ਹਾਂ ਕਿਹਾ ਕਿ ਇਸ ਸਬੰਧੀ ਲੋੜੀਂਦੀ ਕਾਰਵਾਈ ਜਲਦ ਮੁਕੰਮਲ ਕਰ ਲਈ ਜਾਵੇਗੀ ਅਤੇ ਸਬੰਧਤ ਧਿਰਾਂ ਨੂੰ ਸਮੇਂ ਸਿਰ ਸੂਚਿਤ ਕਰ ਦਿੱਤਾ ਜਾਵੇਗਾ। ਉਨ੍ਹਾਂ ਕਿਹਾ ਕਿ ਇਸ ਸਬੰਧੀ ਲੋੜੀਂਦੀ ਕਾਰਵਾਈ ਜਲਦ ਮੁਕੰਮਲ ਕਰ ਲਈ ਜਾਵੇਗੀ ਅਤੇ ਸਬੰਧਤ ਧਿਰਾਂ ਨੂੰ ਸਮੇਂ ਸਿਰ ਸੂਚਿਤ ਕਰ ਦਿੱਤਾ ਜਾਵੇਗਾ। ਉਨ੍ਹਾਂ ਕਿਹਾ ਕਿ ਇਸ ਸਬੰਧੀ ਲੋੜੀਂਦੀ ਕਾਰਵਾਈ ਜਲਦ ਮੁਕੰਮਲ ਕਰ ਲਈ ਜਾਵੇਗੀ ਅਤੇ ਸਬੰਧਤ ਧਿਰਾਂ ਨੂੰ ਸਮੇਂ ਸਿਰ ਸੂਚਿਤ ਕਰ ਦਿੱਤਾ ਜਾਵੇਗਾ। — [348, 645, 476, 681]
classified-ad: ਲੜਕਾ ਚਾਹੀਦਾ Jat Sikh USA citizen girl, 29 yrs, 5'-4", B.Sc. Nursing, seeks well settled, professionally qualified match. Contact: Jat Sikh USA citizen girl, 29 yrs, 5'-4", B.Sc. Nursing, seeks well settled, professionally qualified match. Contact: 001-408-555-0182 — [8, 777, 88, 833]
article-body — [8, 244, 262, 278]
body-text: ਇਸ ਮੌਕੇ ਵੱਖ-ਵੱਖ ਬੁਲਾਰਿਆਂ ਨੇ ਆਪਣੇ ਵਿਚਾਰ ਪੇਸ਼ ਕਰਦਿਆਂ ਹਾਜ਼ਰ ਲੋਕਾਂ ਨੂੰ ਵਿਸਥਾਰ ਸਹਿਤ ਜਾਣਕਾਰੀ ਦਿੱਤੀ ਅਤੇ ਵੱਧ ਤੋਂ ਵੱਧ ਸਹਿਯੋਗ ਦੇਣ ਦੀ ਅਪੀਲ ਕੀਤੀ। ਇਸ ਮੌਕੇ ਵੱਖ-ਵੱਖ ਬੁਲਾਰਿਆਂ ਨੇ ਆਪਣੇ ਵਿਚਾਰ ਪੇਸ਼ ਕਰਦਿਆਂ ਹਾਜ਼ਰ ਲੋਕਾਂ ਨੂੰ ਵਿਸਥਾਰ ਸਹਿਤ ਜਾਣਕਾਰੀ ਦਿੱਤੀ ਅਤੇ ਵੱਧ ਤੋਂ ਵੱਧ ਸਹਿਯੋਗ ਦੇਣ ਦੀ ਅਪੀਲ ਕੀਤੀ। ਇਸ ਮੌਕੇ ਵੱਖ-ਵੱਖ ਬੁਲਾਰਿਆਂ ਨੇ ਆਪਣੇ ਵਿਚਾਰ ਪੇਸ਼ ਕਰਦਿਆਂ ਹਾਜ਼ਰ ਲੋਕਾਂ ਨੂੰ ਵਿਸਥਾਰ ਸਹਿਤ ਜਾਣਕਾਰੀ ਦਿੱਤੀ ਅਤੇ ਵੱਧ ਤੋਂ ਵੱਧ ਸਹਿਯੋਗ ਦੇਣ ਦੀ ਅਪੀਲ ਕੀਤੀ। ਇਸ ਮੌਕੇ ਵੱਖ-ਵੱਖ ਬੁਲਾਰਿਆਂ ਨੇ ਆਪਣੇ ਵਿਚਾਰ ਪੇਸ਼ ਕਰਦਿਆਂ ਹਾਜ਼ਰ ਲੋਕਾਂ ਨੂੰ ਵਿਸਥਾਰ ਸਹਿਤ ਜਾਣਕਾਰੀ ਦਿੱਤੀ ਅਤੇ ਵੱਧ ਤੋਂ ਵੱਧ ਸਹਿਯੋਗ ਦੇਣ ਦੀ ਅਪੀਲ ਕੀਤੀ। — [490, 569, 675, 605]
